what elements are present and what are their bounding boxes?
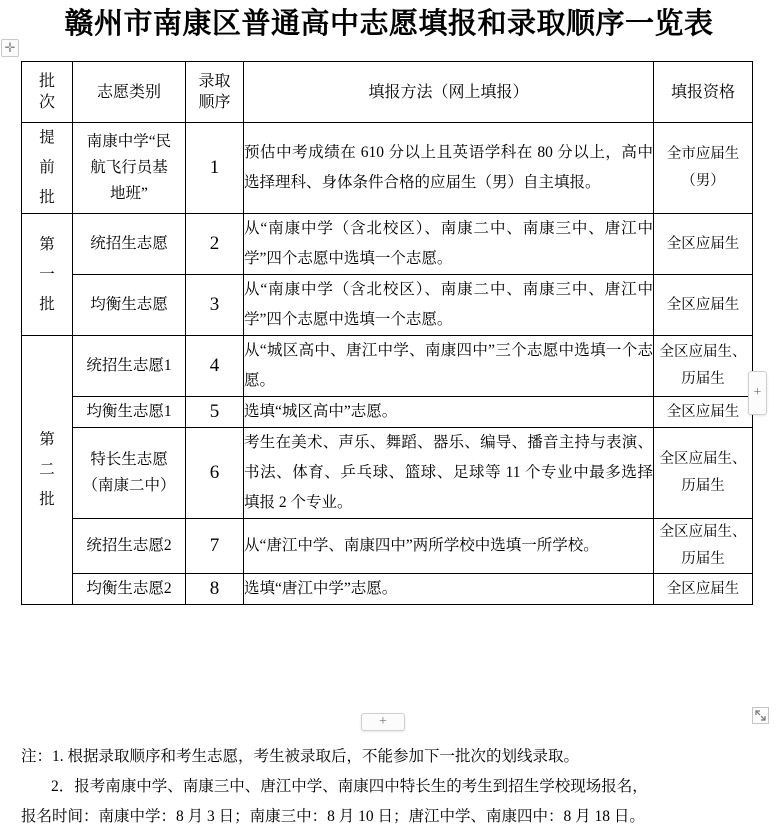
batch-char: 第 — [39, 431, 55, 448]
qualification-cell — [654, 519, 753, 574]
method-cell: 选填“城区高中”志愿。 — [244, 397, 654, 428]
column-header-order — [186, 62, 244, 123]
category-line: 特长生志愿 — [90, 451, 168, 468]
order-cell: 2 — [186, 214, 244, 275]
table-row — [22, 123, 753, 214]
category-cell — [73, 428, 186, 519]
note-line-2: 2．报考南康中学、南康三中、唐江中学、南康四中特长生的考生到招生学校现场报名， — [51, 778, 648, 795]
table-row — [22, 574, 753, 605]
qualification-line: 全区应届生、 — [659, 344, 747, 360]
batch-cell-2 — [22, 336, 73, 605]
column-header-batch — [22, 62, 73, 123]
batch-cell-0 — [22, 123, 73, 214]
column-header-category: 志愿类别 — [73, 62, 186, 123]
batch-char: 前 — [39, 159, 55, 176]
table-row — [22, 428, 753, 519]
table-header-row — [22, 62, 753, 123]
qualification-cell — [654, 428, 753, 519]
order-cell: 5 — [186, 397, 244, 428]
column-header-order-line2: 顺序 — [198, 94, 231, 111]
footer-notes — [21, 742, 766, 832]
qualification-line: 全市应届生 — [666, 146, 740, 162]
order-cell: 8 — [186, 574, 244, 605]
category-cell: 统招生志愿2 — [73, 519, 186, 574]
category-line: 航飞行员基 — [90, 159, 168, 176]
table-row — [22, 336, 753, 397]
batch-char: 第 — [39, 235, 55, 253]
method-cell: 从“唐江中学、南康四中”两所学校中选填一所学校。 — [244, 519, 654, 574]
category-line: 地班” — [110, 185, 148, 202]
resize-grip-icon — [753, 708, 768, 723]
batch-char: 二 — [39, 461, 55, 478]
method-cell: 从“城区高中、唐江中学、南康四中”三个志愿中选填一个志愿。 — [244, 336, 654, 397]
column-header-batch-line1: 批 — [38, 73, 55, 90]
batch-char: 批 — [39, 295, 55, 313]
volunteer-order-table — [21, 61, 753, 605]
method-cell: 从“南康中学（含北校区）、南康二中、南康三中、唐江中学”四个志愿中选填一个志愿。 — [244, 275, 654, 336]
table-row — [22, 519, 753, 574]
method-cell: 考生在美术、声乐、舞蹈、器乐、编导、播音主持与表演、书法、体育、乒乓球、篮球、足球等 11 个专业中最多选择填报 2 个专业。 — [244, 428, 654, 519]
page-title: 赣州市南康区普通高中志愿填报和录取顺序一览表 — [64, 8, 714, 40]
table-row — [22, 214, 753, 275]
batch-char: 一 — [39, 265, 55, 283]
batch-cell-1 — [22, 214, 73, 336]
column-header-method: 填报方法（网上填报） — [244, 62, 654, 123]
order-cell: 4 — [186, 336, 244, 397]
category-line: （南康二中） — [82, 477, 176, 494]
category-cell: 均衡生志愿2 — [73, 574, 186, 605]
insert-column-button[interactable]: + — [748, 371, 767, 415]
batch-char: 提 — [39, 129, 55, 146]
order-cell: 6 — [186, 428, 244, 519]
batch-char: 批 — [39, 491, 55, 508]
qualification-line: 全区应届生、 — [659, 451, 747, 467]
order-cell: 7 — [186, 519, 244, 574]
qualification-line: （男） — [681, 173, 725, 189]
category-line: 南康中学“民 — [86, 133, 172, 150]
qualification-cell — [654, 336, 753, 397]
method-cell: 预估中考成绩在 610 分以上且英语学科在 80 分以上，高中选择理科、身体条件合格的应届生（男）自主填报。 — [244, 123, 654, 214]
order-cell: 1 — [186, 123, 244, 214]
qualification-cell: 全区应届生 — [654, 397, 753, 428]
batch-char: 批 — [39, 189, 55, 206]
qualification-line: 历届生 — [681, 551, 725, 567]
table-row — [22, 275, 753, 336]
category-cell: 统招生志愿 — [73, 214, 186, 275]
method-cell: 从“南康中学（含北校区）、南康二中、南康三中、唐江中学”四个志愿中选填一个志愿。 — [244, 214, 654, 275]
qualification-line: 全区应届生、 — [659, 524, 747, 540]
category-cell: 均衡生志愿 — [73, 275, 186, 336]
category-cell — [73, 123, 186, 214]
category-cell: 统招生志愿1 — [73, 336, 186, 397]
qualification-cell: 全区应届生 — [654, 574, 753, 605]
column-header-batch-line2: 次 — [38, 94, 55, 111]
table-row — [22, 397, 753, 428]
column-header-qualification: 填报资格 — [654, 62, 753, 123]
qualification-cell: 全区应届生 — [654, 275, 753, 336]
category-cell: 均衡生志愿1 — [73, 397, 186, 428]
note-line-1: 注：1. 根据录取顺序和考生志愿，考生被录取后，不能参加下一批次的划线录取。 — [21, 748, 580, 765]
table-container — [21, 61, 752, 605]
column-header-order-line1: 录取 — [198, 73, 231, 90]
qualification-line: 历届生 — [681, 478, 725, 494]
qualification-line: 历届生 — [681, 371, 725, 387]
order-cell: 3 — [186, 275, 244, 336]
method-cell: 选填“唐江中学”志愿。 — [244, 574, 654, 605]
note-line-3: 报名时间：南康中学：8 月 3 日；南康三中：8 月 10 日；唐江中学、南康四中：8 月 18 日。 — [21, 808, 645, 825]
table-resize-handle[interactable] — [752, 707, 769, 724]
table-move-handle-icon[interactable]: ✛ — [1, 39, 19, 57]
qualification-cell — [654, 123, 753, 214]
insert-row-button[interactable]: + — [361, 713, 405, 731]
qualification-cell: 全区应届生 — [654, 214, 753, 275]
